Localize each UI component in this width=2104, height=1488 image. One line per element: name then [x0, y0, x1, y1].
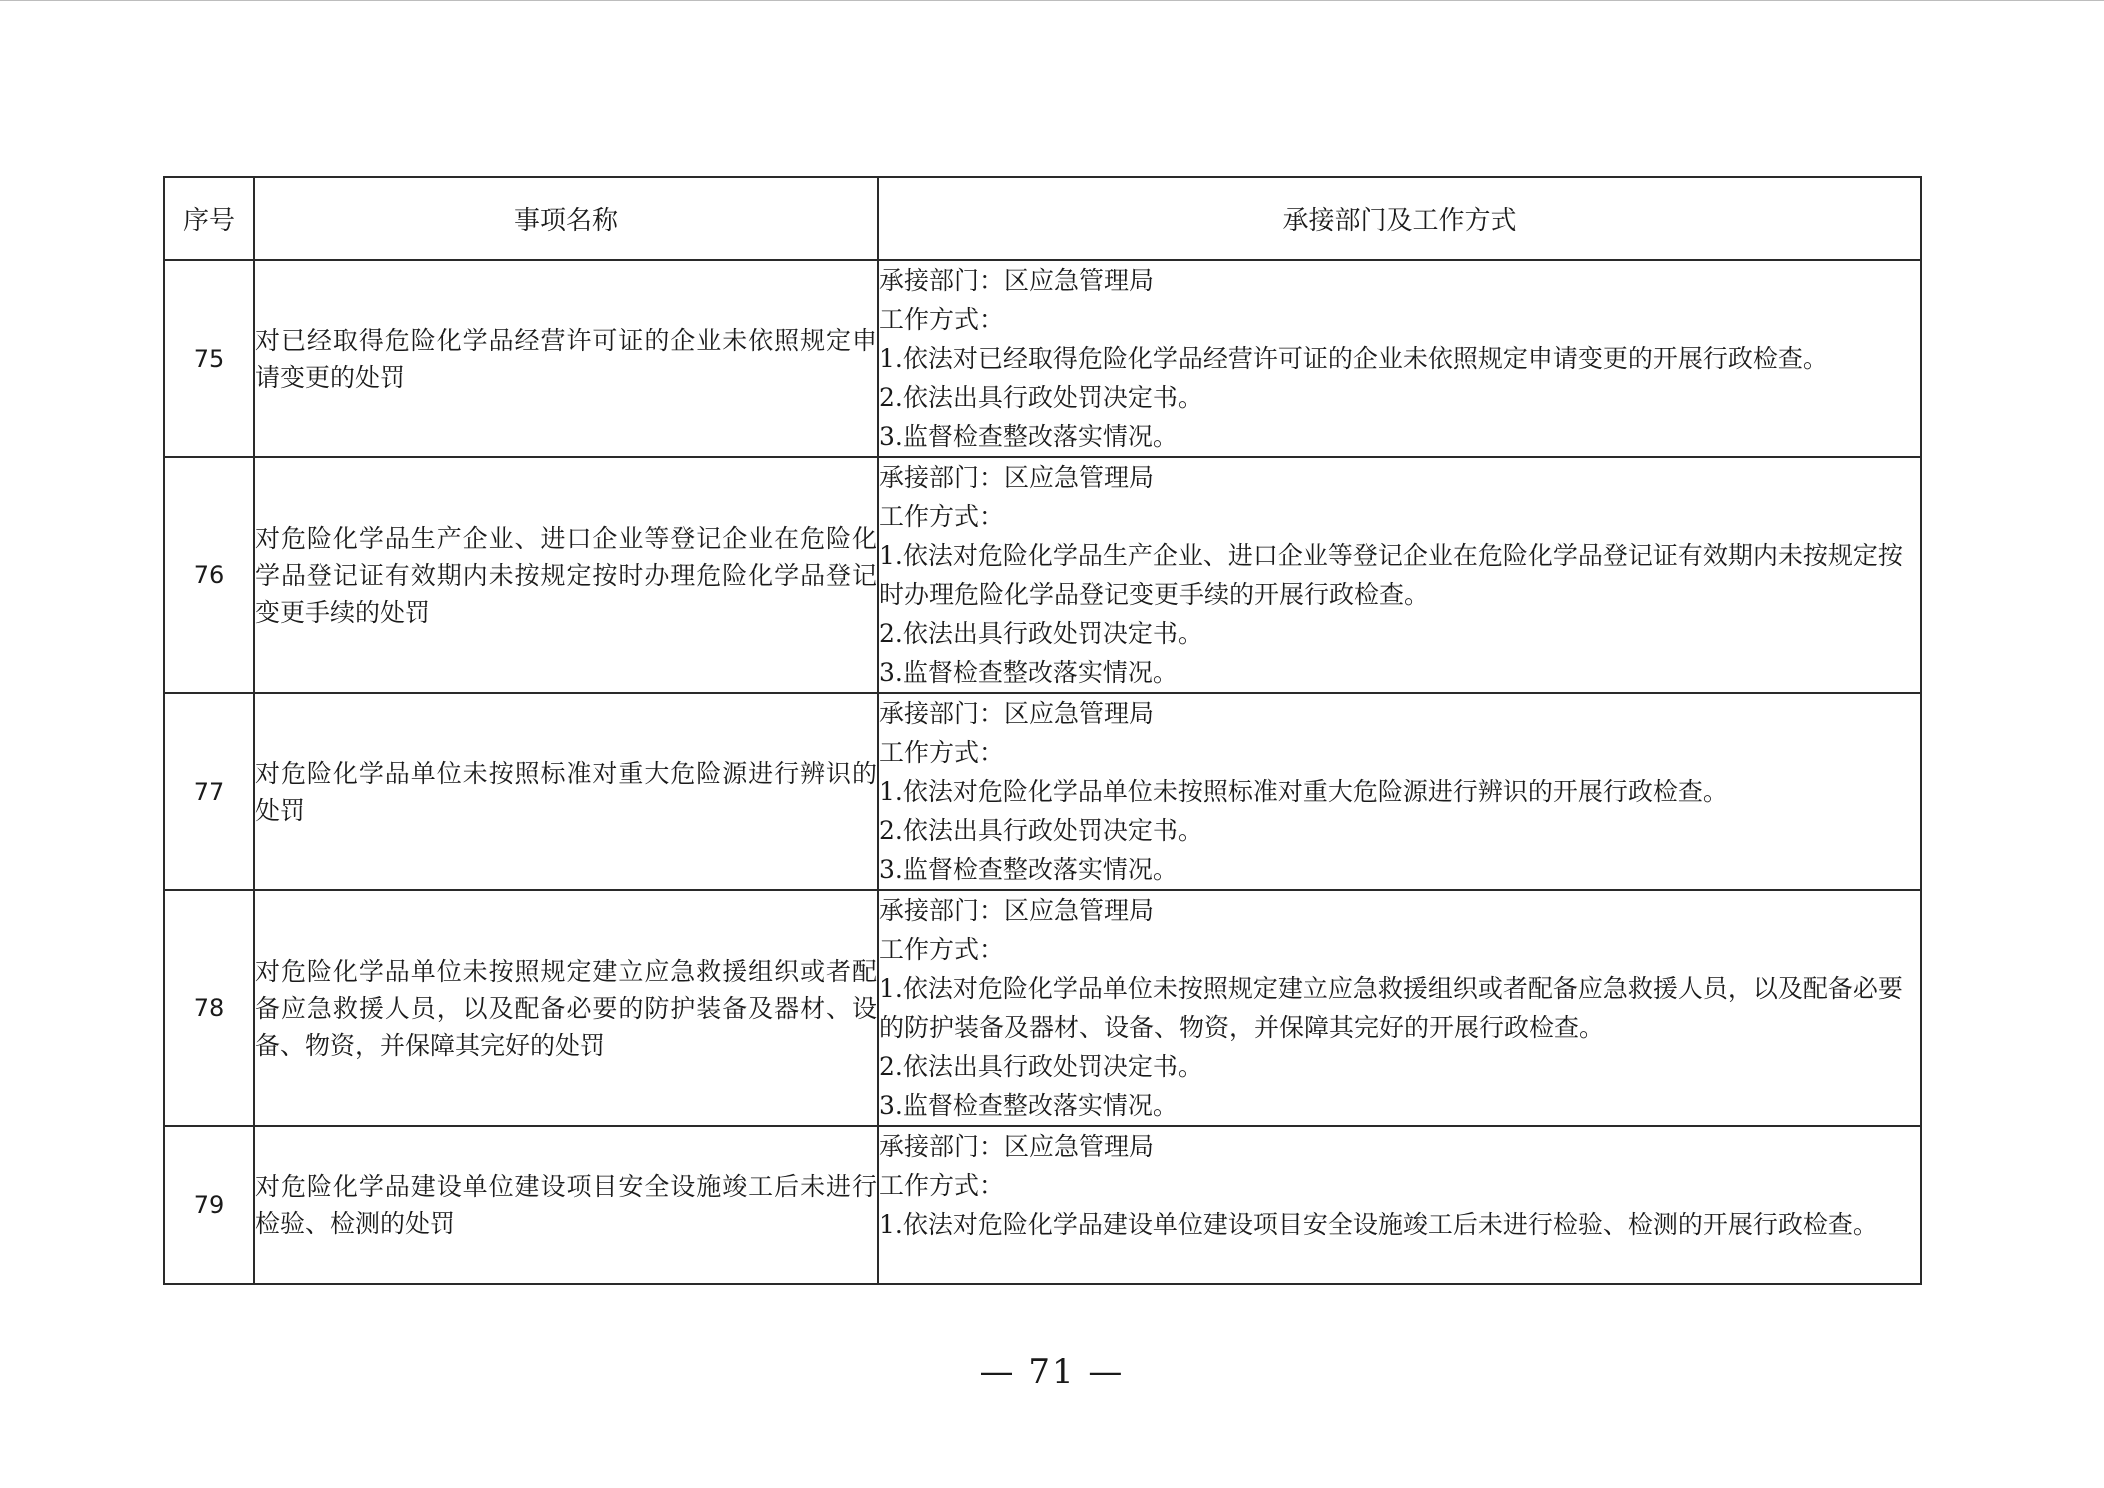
step-item: 3.监督检查整改落实情况。	[879, 422, 1178, 451]
table-row	[164, 260, 1921, 457]
row-dept-method	[878, 890, 1921, 1126]
row-seq: 75	[164, 260, 254, 457]
row-seq: 78	[164, 890, 254, 1126]
step-item: 1.依法对危险化学品单位未按照规定建立应急救援组织或者配备应急救援人员，以及配备必要的防护装备及器材、设备、物资，并保障其完好的开展行政检查。	[879, 974, 1903, 1042]
table-row	[164, 1126, 1921, 1284]
row-seq: 77	[164, 693, 254, 890]
method-label: 工作方式：	[879, 935, 1005, 964]
dept-line: 承接部门：区应急管理局	[879, 1132, 1155, 1161]
row-dept-method	[878, 260, 1921, 457]
header-dept: 承接部门及工作方式	[878, 177, 1921, 260]
header-name: 事项名称	[254, 177, 878, 260]
method-label: 工作方式：	[879, 1171, 1005, 1200]
dept-line: 承接部门：区应急管理局	[879, 896, 1155, 925]
row-matter-name: 对危险化学品建设单位建设项目安全设施竣工后未进行检验、检测的处罚	[254, 1126, 878, 1284]
step-item: 1.依法对危险化学品建设单位建设项目安全设施竣工后未进行检验、检测的开展行政检查。	[879, 1210, 1878, 1239]
matters-table	[163, 176, 1922, 1285]
step-item: 2.依法出具行政处罚决定书。	[879, 1052, 1203, 1081]
row-dept-method	[878, 693, 1921, 890]
table-row	[164, 693, 1921, 890]
table-row	[164, 890, 1921, 1126]
method-label: 工作方式：	[879, 305, 1005, 334]
dept-line: 承接部门：区应急管理局	[879, 463, 1155, 492]
step-item: 2.依法出具行政处罚决定书。	[879, 619, 1203, 648]
page-number: — 71 —	[979, 1352, 1125, 1392]
dept-line: 承接部门：区应急管理局	[879, 699, 1155, 728]
row-matter-name: 对危险化学品生产企业、进口企业等登记企业在危险化学品登记证有效期内未按规定按时办理危险化学品登记变更手续的处罚	[254, 457, 878, 693]
method-label: 工作方式：	[879, 738, 1005, 767]
row-dept-method	[878, 457, 1921, 693]
step-item: 1.依法对危险化学品单位未按照标准对重大危险源进行辨识的开展行政检查。	[879, 777, 1728, 806]
step-item: 2.依法出具行政处罚决定书。	[879, 816, 1203, 845]
step-item: 2.依法出具行政处罚决定书。	[879, 383, 1203, 412]
table-row	[164, 457, 1921, 693]
row-seq: 79	[164, 1126, 254, 1284]
dept-line: 承接部门：区应急管理局	[879, 266, 1155, 295]
row-matter-name: 对已经取得危险化学品经营许可证的企业未依照规定申请变更的处罚	[254, 260, 878, 457]
header-seq: 序号	[164, 177, 254, 260]
step-item: 1.依法对已经取得危险化学品经营许可证的企业未依照规定申请变更的开展行政检查。	[879, 344, 1828, 373]
row-seq: 76	[164, 457, 254, 693]
page-top-border	[0, 0, 2104, 1]
step-item: 3.监督检查整改落实情况。	[879, 658, 1178, 687]
method-label: 工作方式：	[879, 502, 1005, 531]
step-item: 3.监督检查整改落实情况。	[879, 1091, 1178, 1120]
step-item: 1.依法对危险化学品生产企业、进口企业等登记企业在危险化学品登记证有效期内未按规定按时办理危险化学品登记变更手续的开展行政检查。	[879, 541, 1903, 609]
row-dept-method	[878, 1126, 1921, 1284]
table-header-row	[164, 177, 1921, 260]
row-matter-name: 对危险化学品单位未按照标准对重大危险源进行辨识的处罚	[254, 693, 878, 890]
step-item: 3.监督检查整改落实情况。	[879, 855, 1178, 884]
row-matter-name: 对危险化学品单位未按照规定建立应急救援组织或者配备应急救援人员，以及配备必要的防护装备及器材、设备、物资，并保障其完好的处罚	[254, 890, 878, 1126]
